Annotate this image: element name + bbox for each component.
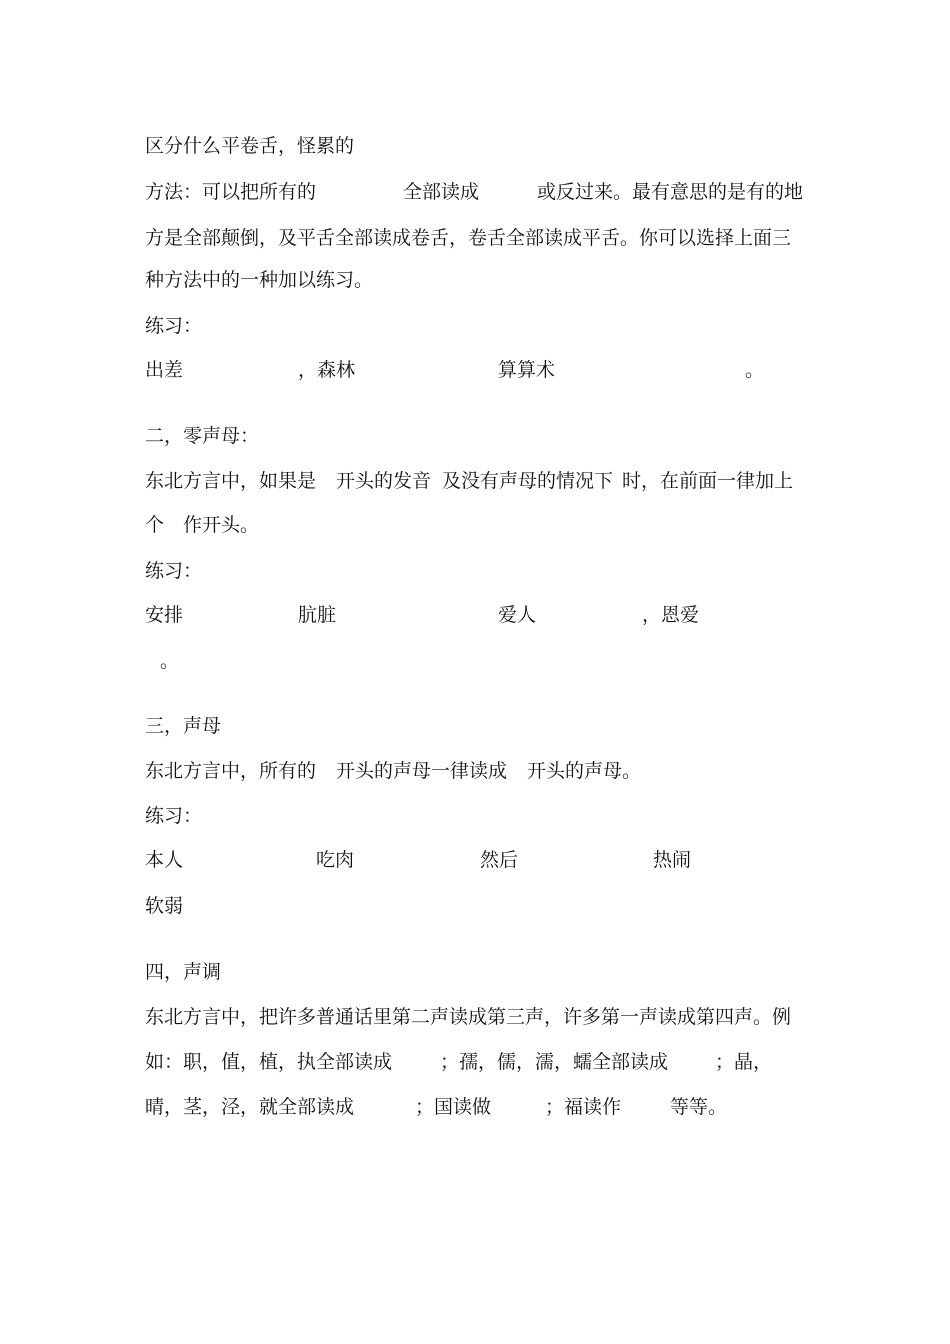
section4-desc-line3-c: ；福读作: [545, 1096, 622, 1118]
section2-practice-label: 练习：: [145, 560, 203, 582]
section1-practice-label: 练习：: [145, 315, 203, 337]
section3-practice-word: 然后: [480, 849, 519, 871]
section2-practice-word: ，恩爱: [642, 604, 700, 626]
section4-desc-line2-a: 如：职，值，植，执全部读成: [145, 1051, 393, 1073]
section2-desc-part4: 时，在前面一律加上: [622, 470, 794, 492]
section4-desc-line3-b: ；国读做: [415, 1096, 492, 1118]
section1-method-part1: 方法：可以把所有的: [145, 181, 317, 203]
section3-practice-word: 本人: [145, 849, 184, 871]
section1-method-part3: 或反过来。最有意思的是有的地: [537, 181, 804, 203]
section3-practice-label: 练习：: [145, 805, 203, 827]
section1-practice-word: ，森林: [298, 359, 356, 381]
section1-practice-end: 。: [745, 359, 765, 381]
section2-desc-part3: 及没有声母的情况下: [442, 470, 614, 492]
section3-practice-word: 吃肉: [316, 849, 355, 871]
section2-desc-part2: 开头的发音: [336, 470, 432, 492]
section4-desc-line1: 东北方言中，把许多普通话里第二声读成第三声，许多第一声读成第四声。例: [145, 1006, 792, 1028]
section1-method-part2: 全部读成: [403, 181, 480, 203]
section2-practice-word: 爱人: [498, 604, 537, 626]
section3-desc-part3: 开头的声母。: [527, 760, 642, 782]
section3-practice-word: 软弱: [145, 895, 184, 917]
section4-desc-line3-d: 等等。: [670, 1096, 728, 1118]
section2-heading: 二，零声母：: [145, 425, 260, 447]
section3-desc-part2: 开头的声母一律读成: [336, 760, 508, 782]
section4-heading: 四，声调: [145, 961, 222, 983]
section1-practice-word: 出差: [145, 359, 184, 381]
section2-desc-line2-b: 作开头。: [183, 514, 260, 536]
section4-desc-line2-c: ；晶，: [715, 1051, 773, 1073]
section2-practice-word: 安排: [145, 604, 184, 626]
section2-practice-end: 。: [160, 650, 180, 672]
section1-heading: 区分什么平卷舌，怪累的: [145, 135, 355, 157]
section4-desc-line2-b: ；孺，儒，濡，蠕全部读成: [440, 1051, 669, 1073]
section2-desc-line2-a: 个: [145, 514, 165, 536]
section4-desc-line3-a: 晴，茎，泾，就全部读成: [145, 1096, 355, 1118]
section2-desc-part1: 东北方言中，如果是: [145, 470, 317, 492]
section3-practice-word: 热闹: [653, 849, 692, 871]
section1-method-line3: 种方法中的一种加以练习。: [145, 269, 374, 291]
section3-heading: 三，声母: [145, 715, 222, 737]
section2-practice-word: 肮脏: [298, 604, 337, 626]
section1-practice-word: 算算术: [498, 359, 556, 381]
section3-desc-part1: 东北方言中，所有的: [145, 760, 317, 782]
section1-method-line2: 方是全部颠倒，及平舌全部读成卷舌，卷舌全部读成平舌。你可以选择上面三: [145, 227, 792, 249]
